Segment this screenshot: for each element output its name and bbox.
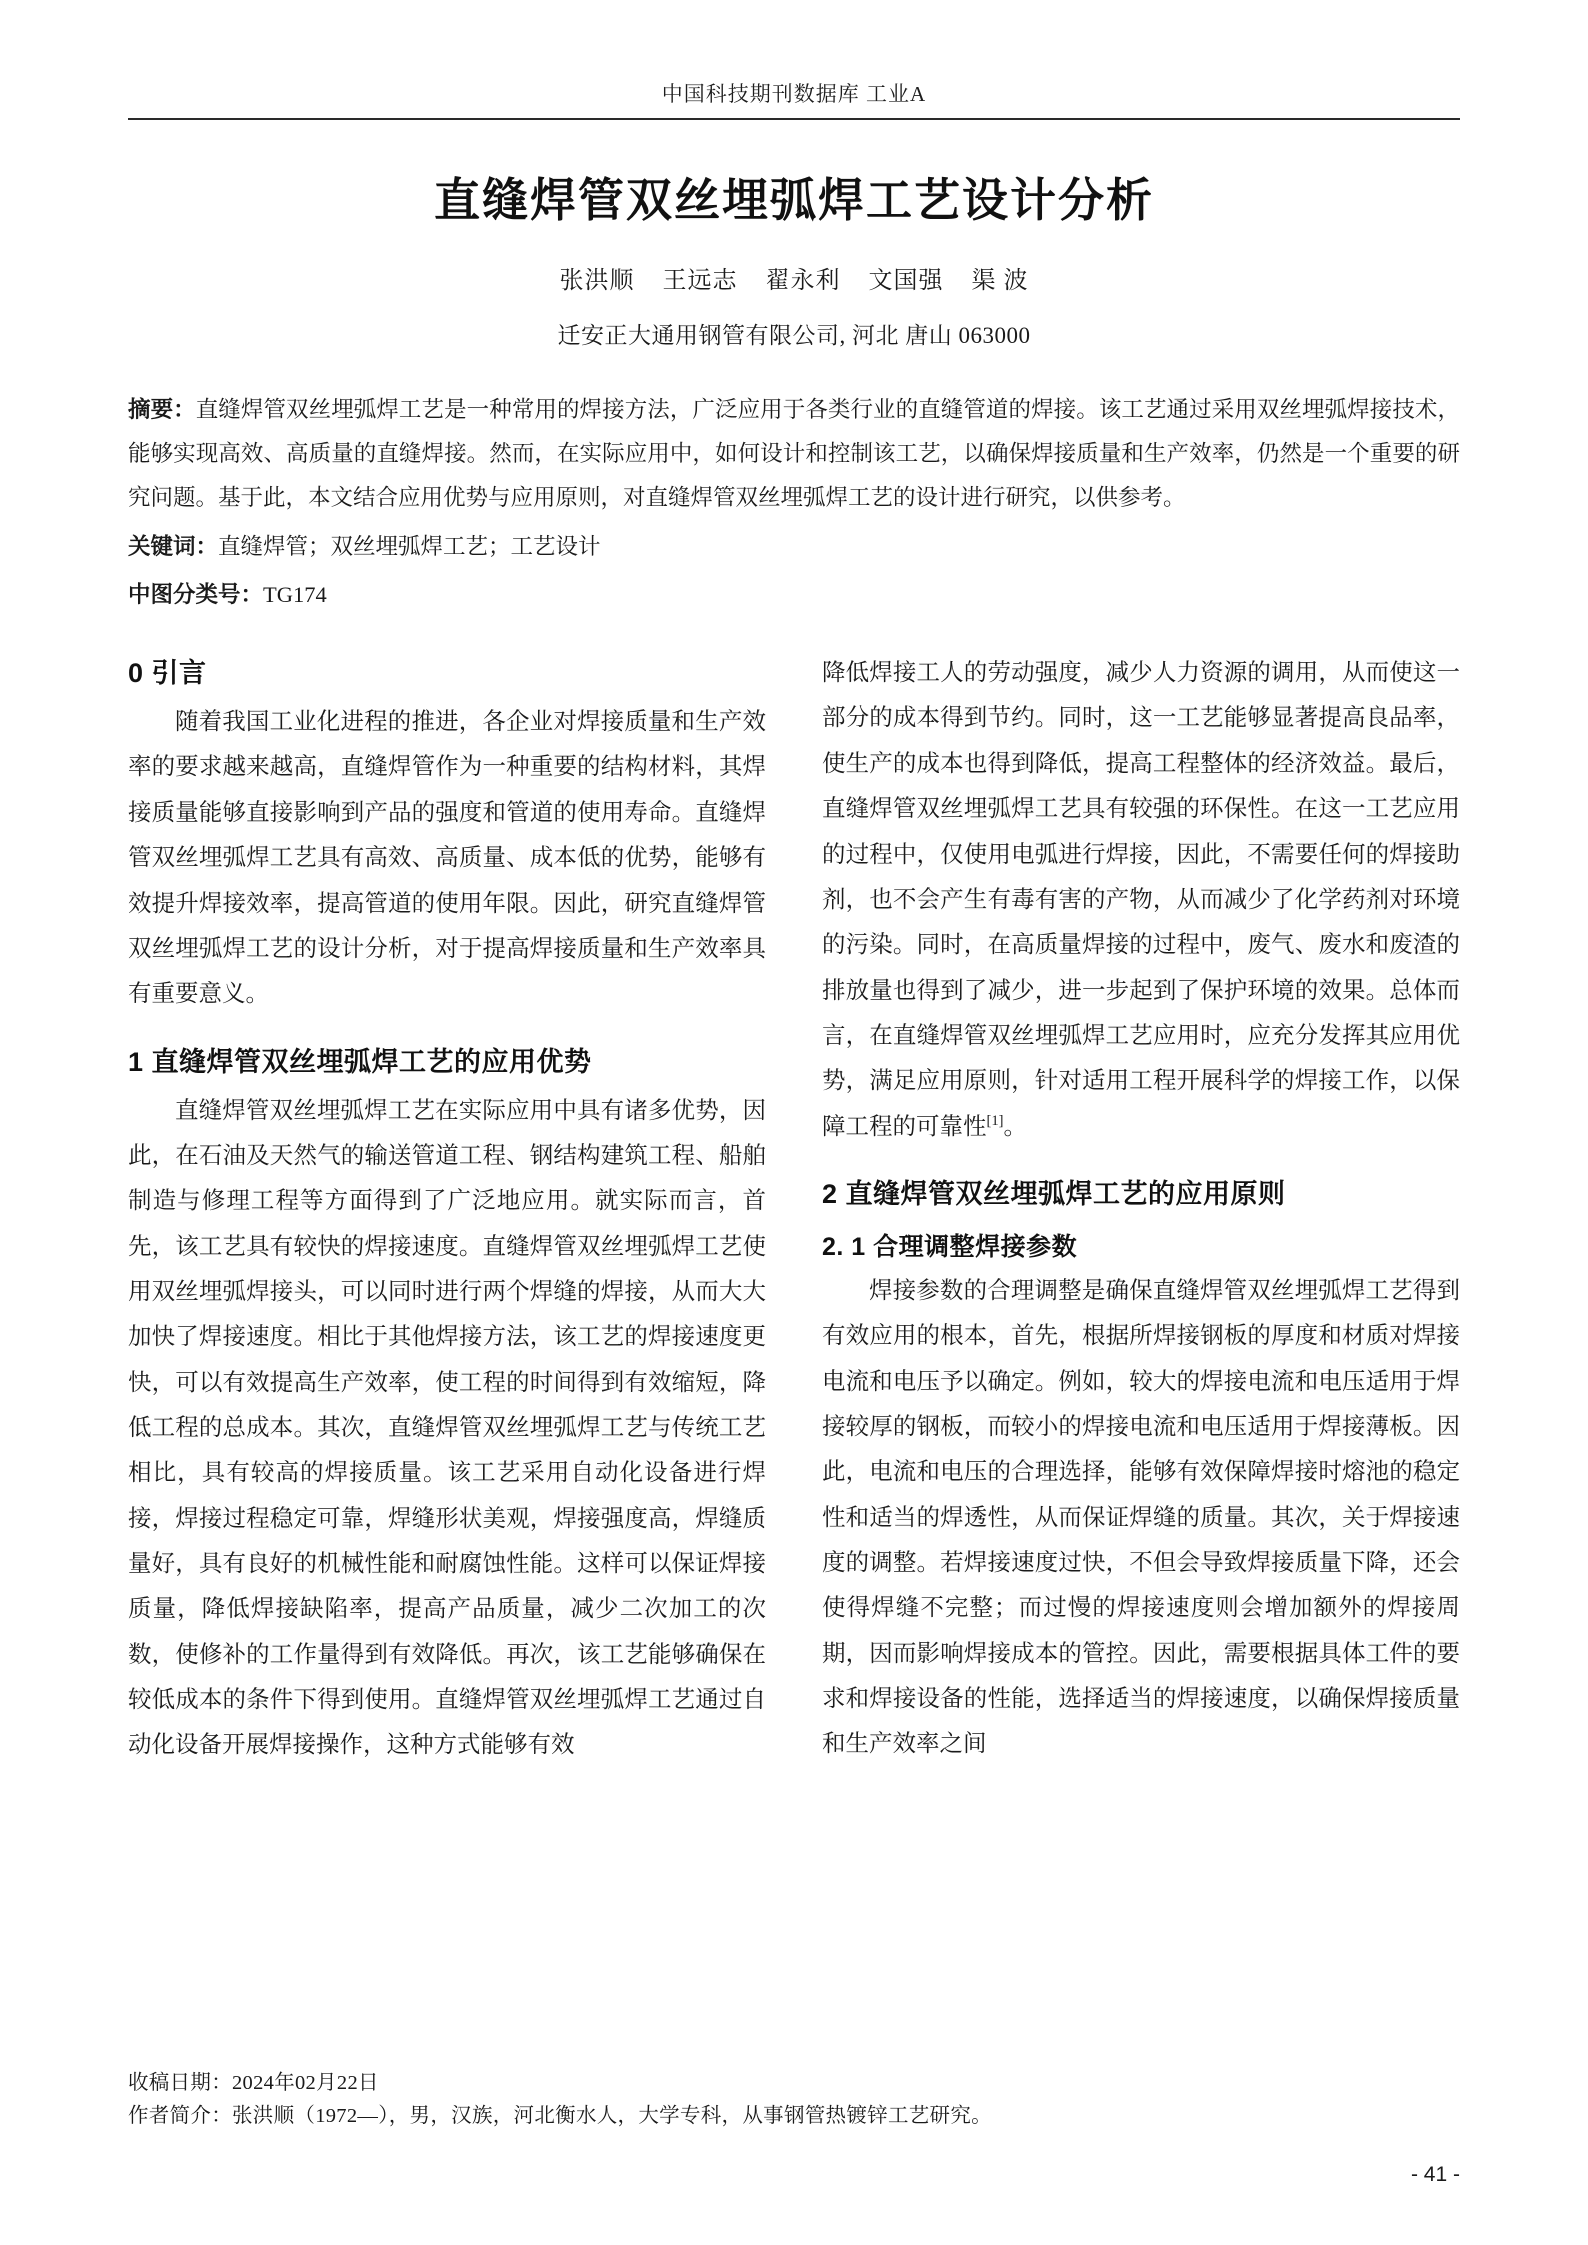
author-name: 翟永利 xyxy=(765,268,841,294)
classification-value: TG174 xyxy=(263,582,327,608)
running-head: 中国科技期刊数据库 工业A xyxy=(661,82,927,106)
footnote-block xyxy=(128,2067,1460,2133)
classification-line xyxy=(128,574,1460,617)
section-heading-2: 2 直缝焊管双丝埋弧焊工艺的应用原则 xyxy=(822,1178,1286,1209)
article-title: 直缝焊管双丝埋弧焊工艺设计分析 xyxy=(434,174,1154,226)
keywords-text: 直缝焊管；双丝埋弧焊工艺；工艺设计 xyxy=(218,533,601,559)
section-1-tail: 。 xyxy=(1003,1113,1027,1140)
section-heading-0: 0 引言 xyxy=(128,658,207,689)
intro-paragraph: 随着我国工业化进程的推进，各企业对焊接质量和生产效率的要求越来越高，直缝焊管作为一种重要的结构材料，其焊接质量能够直接影响到产品的强度和管道的使用寿命。直缝焊管双丝埋弧焊工艺具有高效、高质量、成本低的优势，能够有效提升焊接效率，提高管道的使用年限。因此，研究直缝焊管双丝埋弧焊工艺的设计分析，对于提高焊接质量和生产效率具有重要意义。 xyxy=(128,709,766,1008)
abstract-label: 摘要： xyxy=(128,397,196,422)
author-bio-label: 作者简介： xyxy=(128,2104,232,2127)
author-name: 文国强 xyxy=(868,268,944,294)
keywords-label: 关键词： xyxy=(128,533,219,559)
section-heading-2-1: 2. 1 合理调整焊接参数 xyxy=(822,1232,1078,1261)
citation-ref-1: [1] xyxy=(986,1112,1004,1129)
author-bio-line xyxy=(128,2100,1460,2133)
received-date-value: 2024年02月22日 xyxy=(232,2071,379,2094)
section-heading-1: 1 直缝焊管双丝埋弧焊工艺的应用优势 xyxy=(128,1046,592,1077)
keywords-line xyxy=(128,526,1460,569)
author-bio-value: 张洪顺（1972—），男，汉族，河北衡水人，大学专科，从事钢管热镀锌工艺研究。 xyxy=(232,2104,992,2127)
section-1-paragraph: 直缝焊管双丝埋弧焊工艺在实际应用中具有诸多优势，因此，在石油及天然气的输送管道工程、钢结构建筑工程、船舶制造与修理工程等方面得到了广泛地应用。就实际而言，首先，该工艺具有较快的焊接速度。直缝焊管双丝埋弧焊工艺使用双丝埋弧焊接头，可以同时进行两个焊缝的焊接，从而大大加快了焊接速度。相比于其他焊接方法，该工艺的焊接速度更快，可以有效提高生产效率，使工程的时间得到有效缩短，降低工程的总成本。其次，直缝焊管双丝埋弧焊工艺与传统工艺相比，具有较高的焊接质量。该工艺采用自动化设备进行焊接，焊接过程稳定可靠，焊缝形状美观，焊接强度高，焊缝质量好，具有良好的机械性能和耐腐蚀性能。这样可以保证焊接质量，降低焊接缺陷率，提高产品质量，减少二次加工的次数，使修补的工作量得到有效降低。再次，该工艺能够确保在较低成本的条件下得到使用。直缝焊管双丝埋弧焊工艺通过自动化设备开展焊接操作，这种方式能够有效 xyxy=(128,1097,766,1759)
section-2-1-paragraph: 焊接参数的合理调整是确保直缝焊管双丝埋弧焊工艺得到有效应用的根本，首先，根据所焊接钢板的厚度和材质对焊接电流和电压予以确定。例如，较大的焊接电流和电压适用于焊接较厚的钢板，而较小的焊接电流和电压适用于焊接薄板。因此，电流和电压的合理选择，能够有效保障焊接时熔池的稳定性和适当的焊透性，从而保证焊缝的质量。其次，关于焊接速度的调整。若焊接速度过快，不但会导致焊接质量下降，还会使得焊缝不完整；而过慢的焊接速度则会增加额外的焊接周期，因而影响焊接成本的管控。因此，需要根据具体工件的要求和焊接设备的性能，选择适当的焊接速度，以确保焊接质量和生产效率之间 xyxy=(822,1277,1460,1758)
author-list xyxy=(128,260,1460,295)
received-date-label: 收稿日期： xyxy=(128,2071,232,2094)
two-column-body xyxy=(128,651,1460,1769)
classification-label: 中图分类号： xyxy=(128,582,264,608)
page-number: - 41 - xyxy=(1410,2163,1460,2186)
received-date-line xyxy=(128,2067,1460,2100)
right-column xyxy=(822,651,1460,1768)
author-affiliation: 迁安正大通用钢管有限公司, 河北 唐山 063000 xyxy=(557,323,1031,348)
section-1-continued-text: 降低焊接工人的劳动强度，减少人力资源的调用，从而使这一部分的成本得到节约。同时，这一工艺能够显著提高良品率，使生产的成本也得到降低，提高工程整体的经济效益。最后，直缝焊管双丝埋弧焊工艺具有较强的环保性。在这一工艺应用的过程中，仅使用电弧进行焊接，因此，不需要任何的焊接助剂，也不会产生有毒有害的产物，从而减少了化学药剂对环境的污染。同时，在高质量焊接的过程中，废气、废水和废渣的排放量也得到了减少，进一步起到了保护环境的效果。总体而言，在直缝焊管双丝埋弧焊工艺应用时，应充分发挥其应用优势，满足应用原则，针对适用工程开展科学的焊接工作，以保障工程的可靠性 xyxy=(822,660,1460,1140)
section-1-paragraph-continued xyxy=(822,651,1460,1150)
abstract-block xyxy=(128,388,1460,520)
author-name: 渠 波 xyxy=(971,268,1029,294)
author-name: 张洪顺 xyxy=(559,268,635,294)
author-name: 王远志 xyxy=(662,268,738,294)
abstract-text: 直缝焊管双丝埋弧焊工艺是一种常用的焊接方法，广泛应用于各类行业的直缝管道的焊接。该工艺通过采用双丝埋弧焊接技术，能够实现高效、高质量的直缝焊接。然而，在实际应用中，如何设计和控制该工艺，以确保焊接质量和生产效率，仍然是一个重要的研究问题。基于此，本文结合应用优势与应用原则，对直缝焊管双丝埋弧焊工艺的设计进行研究，以供参考。 xyxy=(128,397,1460,510)
header-rule xyxy=(128,118,1460,120)
left-column xyxy=(128,651,766,1769)
